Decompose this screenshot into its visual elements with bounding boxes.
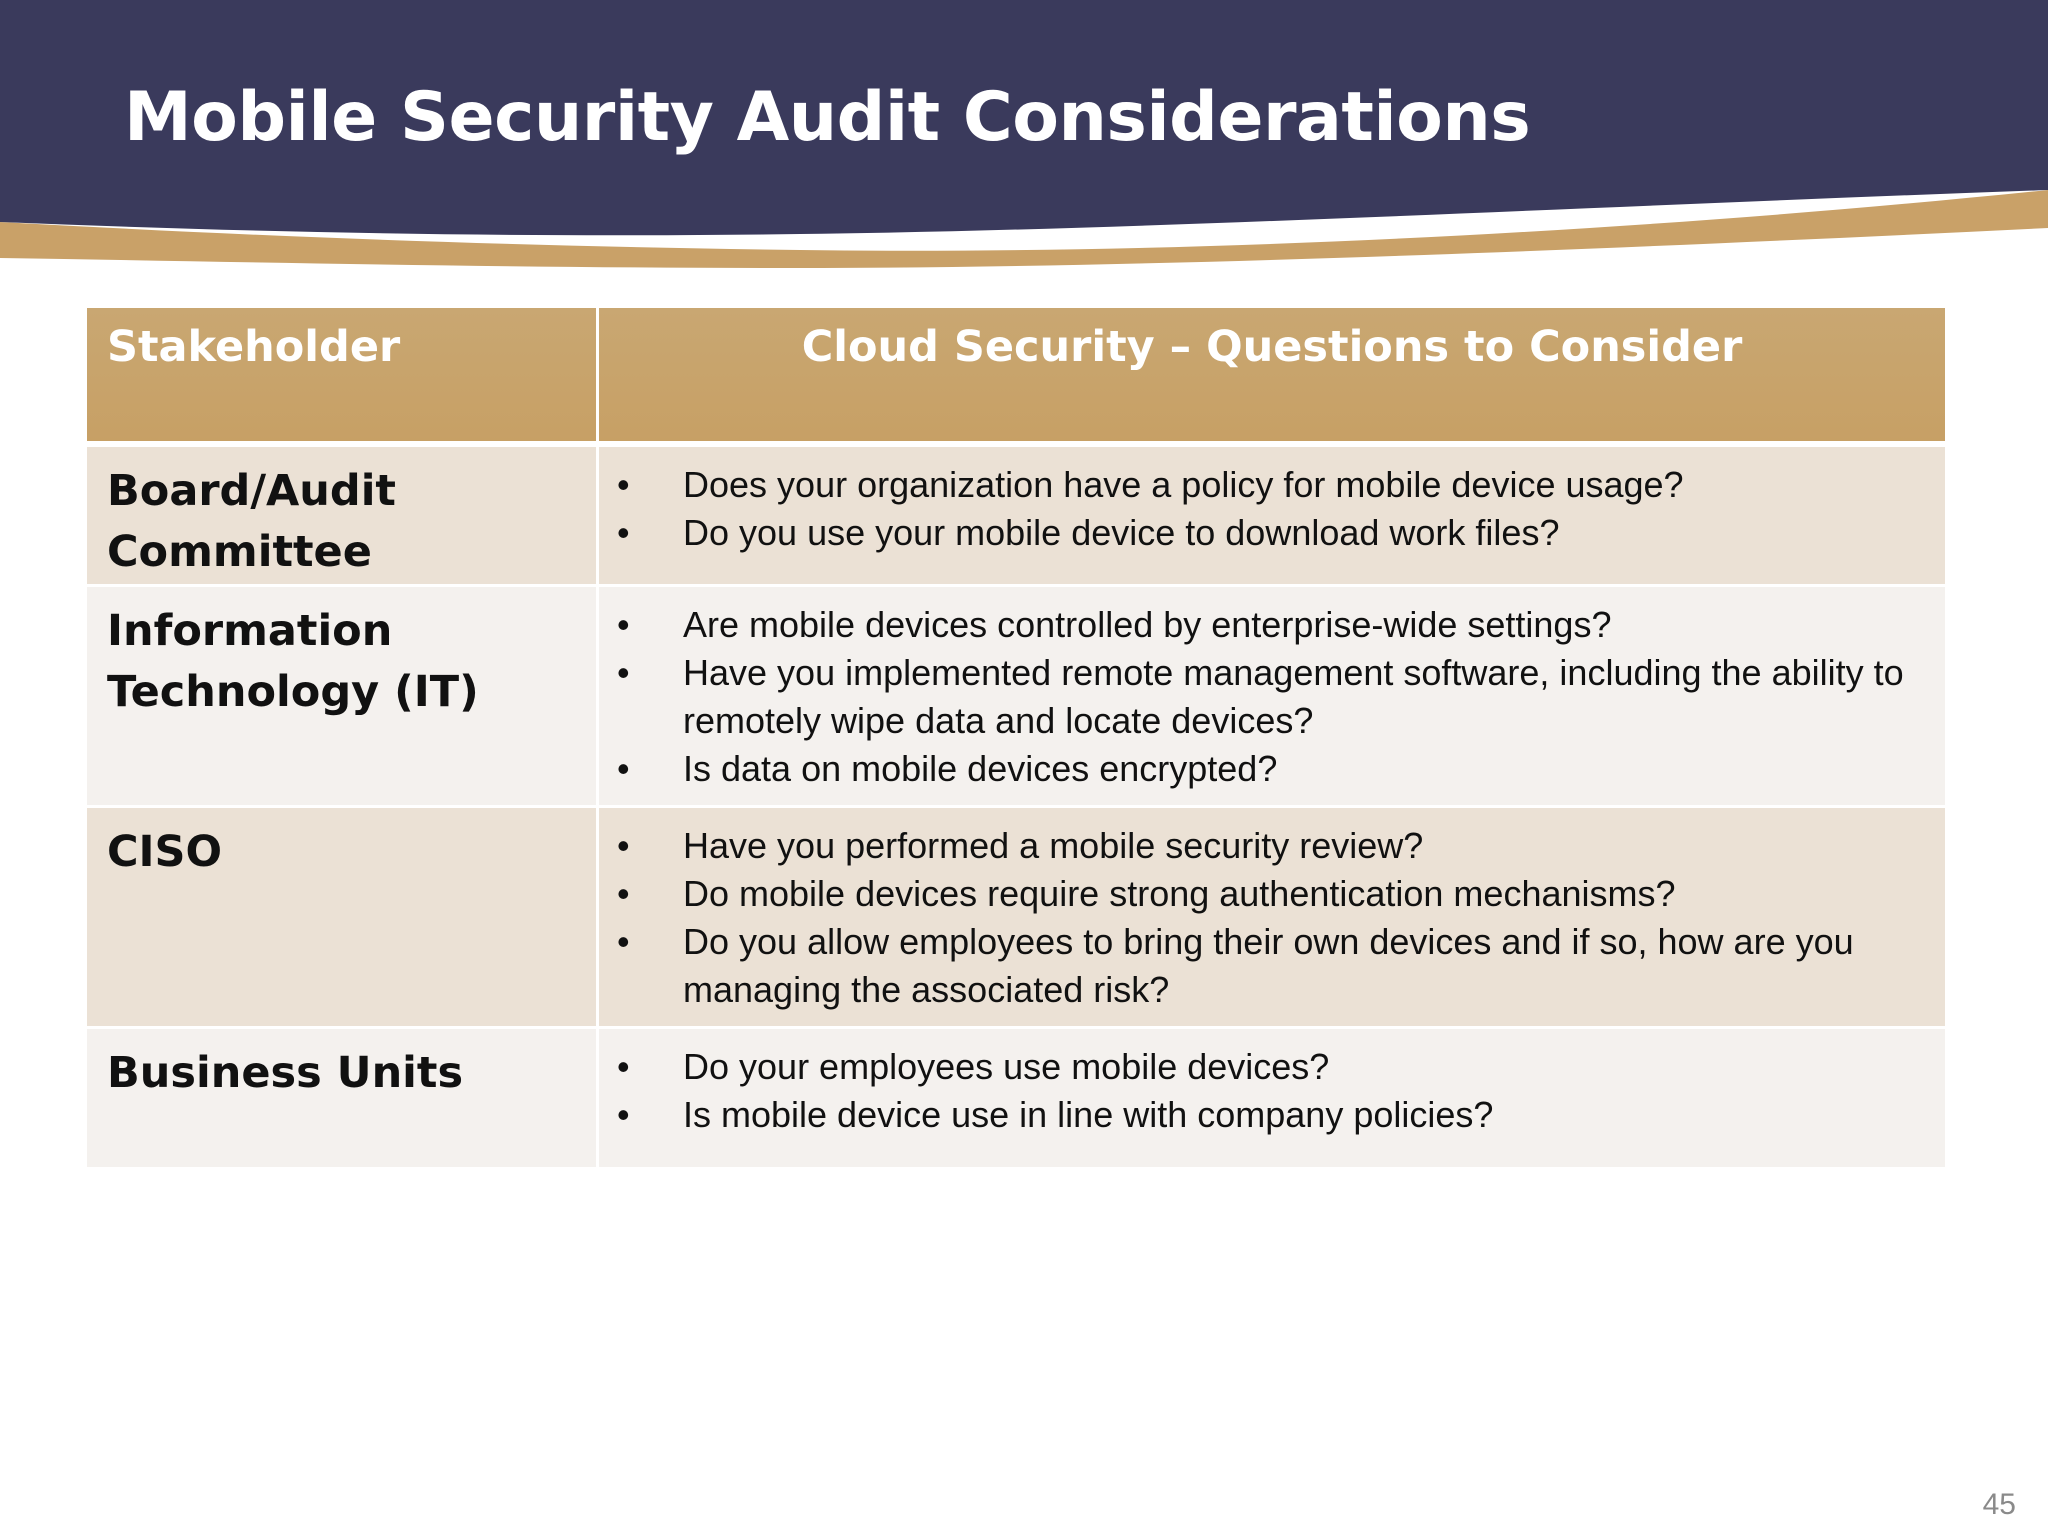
column-header-questions: Cloud Security – Questions to Consider (596, 308, 1945, 447)
question-text: Does your organization have a policy for mobile device usage? (683, 464, 1684, 505)
table-row (87, 1029, 1945, 1170)
table-row (87, 587, 1945, 808)
page-number: 45 (1982, 1488, 2016, 1521)
question-item (599, 870, 1915, 918)
question-item (599, 461, 1915, 509)
stakeholder-questions-table (87, 308, 1945, 1170)
stakeholder-cell (87, 808, 596, 1029)
question-text: Do you use your mobile device to download work files? (683, 512, 1560, 553)
page-title: Mobile Security Audit Considerations (124, 78, 1531, 157)
questions-cell (596, 1029, 1945, 1170)
questions-cell (596, 587, 1945, 808)
stakeholder-label: CISO (107, 827, 223, 877)
question-item (599, 649, 1915, 745)
question-text: Have you performed a mobile security review? (683, 825, 1424, 866)
question-text: Is mobile device use in line with company policies? (683, 1094, 1494, 1135)
column-header-stakeholder: Stakeholder (87, 308, 596, 447)
bullet-icon: • (617, 1094, 630, 1135)
table-row (87, 447, 1945, 587)
stakeholder-label: Information (107, 606, 393, 656)
stakeholder-label: Committee (107, 527, 372, 577)
question-text: Is data on mobile devices encrypted? (683, 748, 1278, 789)
table-header-row (87, 308, 1945, 447)
bullet-icon: • (617, 921, 630, 962)
table-row (87, 808, 1945, 1029)
bullet-icon: • (617, 873, 630, 914)
bullet-icon: • (617, 604, 630, 645)
question-item (599, 1091, 1915, 1139)
stakeholder-cell (87, 447, 596, 587)
bullet-icon: • (617, 825, 630, 866)
stakeholder-cell (87, 587, 596, 808)
stakeholder-label: Business Units (107, 1048, 464, 1098)
question-list (599, 1043, 1915, 1139)
question-text: Do your employees use mobile devices? (683, 1046, 1330, 1087)
questions-cell (596, 447, 1945, 587)
question-item (599, 822, 1915, 870)
question-text: Are mobile devices controlled by enterprise-wide settings? (683, 604, 1612, 645)
question-item (599, 918, 1915, 1014)
questions-cell (596, 808, 1945, 1029)
question-list (599, 822, 1915, 1014)
question-text: Have you implemented remote management software, including the ability to remotely wipe data and locate devices? (683, 652, 1904, 741)
question-text: Do you allow employees to bring their own devices and if so, how are you managing the associated risk? (683, 921, 1854, 1010)
question-item (599, 509, 1915, 557)
bullet-icon: • (617, 652, 630, 693)
bullet-icon: • (617, 1046, 630, 1087)
question-list (599, 461, 1915, 557)
bullet-icon: • (617, 464, 630, 505)
bullet-icon: • (617, 512, 630, 553)
bullet-icon: • (617, 748, 630, 789)
question-item (599, 745, 1915, 793)
stakeholder-label: Board/Audit (107, 466, 396, 516)
stakeholder-cell (87, 1029, 596, 1170)
question-item (599, 601, 1915, 649)
stakeholder-label: Technology (IT) (107, 667, 479, 717)
question-list (599, 601, 1915, 793)
question-text: Do mobile devices require strong authentication mechanisms? (683, 873, 1676, 914)
question-item (599, 1043, 1915, 1091)
